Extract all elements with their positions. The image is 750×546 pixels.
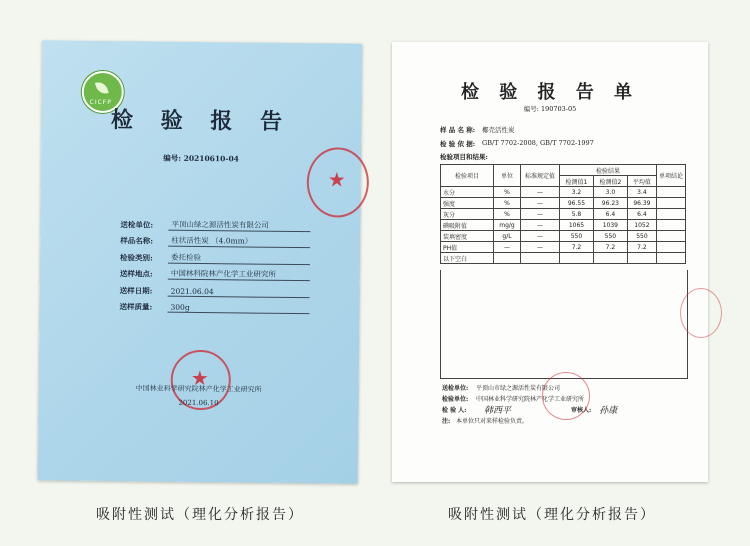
table-cell bbox=[656, 209, 685, 220]
field-row bbox=[119, 296, 309, 314]
field-value: 柱状活性炭 （4.0mm） bbox=[168, 235, 310, 248]
field-label: 送样日期: bbox=[119, 285, 153, 296]
table-cell: 1039 bbox=[593, 220, 627, 231]
table-header-row bbox=[441, 165, 686, 176]
field-label: 送样地点: bbox=[119, 269, 153, 279]
table-cell: 强度 bbox=[441, 198, 494, 209]
footer-value: 平顶山市绿之源活性炭有限公司 bbox=[476, 385, 561, 392]
meta-label: 样 品 名 称: bbox=[440, 125, 476, 134]
table-cell: — bbox=[521, 198, 560, 209]
table-cell: 550 bbox=[593, 231, 627, 242]
table-cell: mg/g bbox=[494, 220, 521, 231]
field-row bbox=[120, 263, 310, 281]
table-cell: 6.4 bbox=[627, 209, 656, 220]
table-cell bbox=[656, 253, 685, 264]
inspector-signature: 韩西平 bbox=[484, 406, 512, 416]
field-label: 样品名称: bbox=[120, 236, 154, 246]
table-cell: — bbox=[521, 231, 560, 242]
table-cell: — bbox=[521, 220, 560, 231]
table-cell: 3.2 bbox=[560, 187, 594, 198]
table-cell bbox=[560, 253, 594, 264]
table-cell: 3.0 bbox=[593, 187, 627, 198]
table-cell: 灰分 bbox=[441, 209, 494, 220]
table-row bbox=[441, 253, 686, 264]
field-row bbox=[120, 279, 310, 297]
star-icon: ★ bbox=[190, 365, 209, 391]
table-row bbox=[441, 231, 686, 242]
table-row bbox=[441, 209, 686, 220]
table-cell: 以下空白 bbox=[441, 253, 494, 264]
field-value: 中国林科院林产化学工业研究所 bbox=[168, 268, 310, 281]
field-row bbox=[120, 246, 310, 264]
table-cell bbox=[593, 253, 627, 264]
table-row bbox=[441, 220, 686, 231]
sheet-meta bbox=[440, 122, 690, 150]
table-cell: 96.39 bbox=[627, 198, 656, 209]
table-header: 检验结果 bbox=[560, 165, 657, 176]
cover-organization: 中国林业科学研究院林产化学工业研究所 bbox=[135, 384, 262, 394]
table-row bbox=[441, 187, 686, 198]
meta-row bbox=[440, 136, 690, 150]
logo-text: CICFP bbox=[89, 98, 112, 107]
red-seal-side bbox=[306, 147, 369, 218]
table-subheader: 检测值1 bbox=[560, 176, 594, 187]
items-heading: 检验项目和结果: bbox=[440, 153, 488, 161]
results-table bbox=[440, 164, 686, 264]
red-seal bbox=[542, 372, 590, 420]
field-value: 平顶山绿之源活性炭有限公司 bbox=[168, 218, 310, 231]
meta-value: 椰壳活性炭 bbox=[482, 125, 515, 134]
footer-label: 注: bbox=[442, 418, 451, 425]
table-cell: g/L bbox=[494, 231, 521, 242]
meta-row bbox=[440, 122, 690, 136]
table-cell bbox=[656, 242, 685, 253]
field-label: 送检单位: bbox=[120, 219, 154, 230]
footer-value: 中国林业科学研究院林产化学工业研究所 bbox=[476, 396, 585, 403]
table-cell: 3.4 bbox=[627, 187, 656, 198]
table-cell bbox=[656, 198, 685, 209]
table-header: 标准规定值 bbox=[521, 165, 560, 187]
field-label: 送样质量: bbox=[119, 302, 153, 312]
table-cell: 水分 bbox=[441, 187, 494, 198]
table-cell: 5.8 bbox=[560, 209, 594, 220]
report-sheet bbox=[392, 42, 708, 482]
table-cell: — bbox=[521, 209, 560, 220]
table-cell: 6.4 bbox=[593, 209, 627, 220]
table-cell: 96.55 bbox=[560, 198, 594, 209]
table-cell bbox=[656, 231, 685, 242]
table-cell: 装填密度 bbox=[441, 231, 494, 242]
table-cell: — bbox=[521, 187, 560, 198]
table-cell: % bbox=[494, 209, 521, 220]
table-row bbox=[441, 198, 686, 209]
footer-value: 本单位只对来样检验负责。 bbox=[456, 418, 529, 425]
footer-label: 检 验 人: bbox=[442, 407, 467, 414]
table-cell: 碘吸附值 bbox=[441, 220, 494, 231]
reviewer-signature: 孙康 bbox=[599, 406, 618, 416]
table-subheader: 平均值 bbox=[627, 176, 656, 187]
table-cell: 1065 bbox=[560, 220, 594, 231]
field-value: 300g bbox=[167, 303, 309, 314]
caption-left: 吸附性测试（理化分析报告） bbox=[96, 507, 304, 523]
reviewer-label: 审核人: bbox=[571, 407, 592, 414]
leaf-icon bbox=[95, 80, 109, 97]
table-header: 单位 bbox=[494, 165, 521, 187]
table-blank-area bbox=[440, 270, 688, 379]
table-cell: — bbox=[521, 242, 560, 253]
cover-title: 检 验 报 告 bbox=[110, 107, 293, 135]
cover-date: 2021.06.10 bbox=[178, 398, 219, 408]
table-cell: — bbox=[494, 242, 521, 253]
field-value: 委托检验 bbox=[168, 251, 310, 264]
meta-label: 检 验 依 据: bbox=[440, 139, 476, 148]
table-cell: 7.2 bbox=[627, 242, 656, 253]
sheet-code: 编号: 190703-05 bbox=[523, 105, 577, 113]
cover-code: 编号: 20210610-04 bbox=[163, 153, 239, 164]
table-header: 检验项目 bbox=[441, 165, 494, 187]
table-cell: 1052 bbox=[627, 220, 656, 231]
footer-label: 检验单位: bbox=[442, 396, 469, 403]
table-cell: % bbox=[494, 187, 521, 198]
red-seal-side bbox=[680, 288, 722, 338]
field-label: 检验类别: bbox=[119, 252, 153, 263]
table-cell: 7.2 bbox=[560, 242, 594, 253]
table-row bbox=[441, 242, 686, 253]
table-cell: PH值 bbox=[441, 242, 494, 253]
star-icon: ★ bbox=[327, 167, 346, 192]
caption-right: 吸附性测试（理化分析报告） bbox=[448, 507, 656, 523]
field-row bbox=[120, 230, 310, 248]
table-cell: 550 bbox=[560, 231, 594, 242]
meta-value: GB/T 7702-2008, GB/T 7702-1997 bbox=[482, 139, 594, 147]
footer-label: 送检单位: bbox=[442, 385, 469, 392]
cover-fields bbox=[119, 213, 310, 314]
table-cell: % bbox=[494, 198, 521, 209]
table-header: 单项结论 bbox=[656, 165, 685, 187]
table-cell: 7.2 bbox=[593, 242, 627, 253]
table-cell bbox=[494, 253, 521, 264]
field-row bbox=[120, 213, 310, 231]
table-cell: 550 bbox=[627, 231, 656, 242]
report-cover bbox=[38, 40, 363, 483]
field-value: 2021.06.04 bbox=[168, 286, 310, 297]
table-cell bbox=[521, 253, 560, 264]
sheet-title: 检 验 报 告 单 bbox=[460, 82, 640, 103]
table-cell bbox=[656, 187, 685, 198]
table-cell bbox=[656, 220, 685, 231]
table-cell: 96.23 bbox=[593, 198, 627, 209]
table-cell bbox=[627, 253, 656, 264]
table-subheader: 检测值2 bbox=[593, 176, 627, 187]
